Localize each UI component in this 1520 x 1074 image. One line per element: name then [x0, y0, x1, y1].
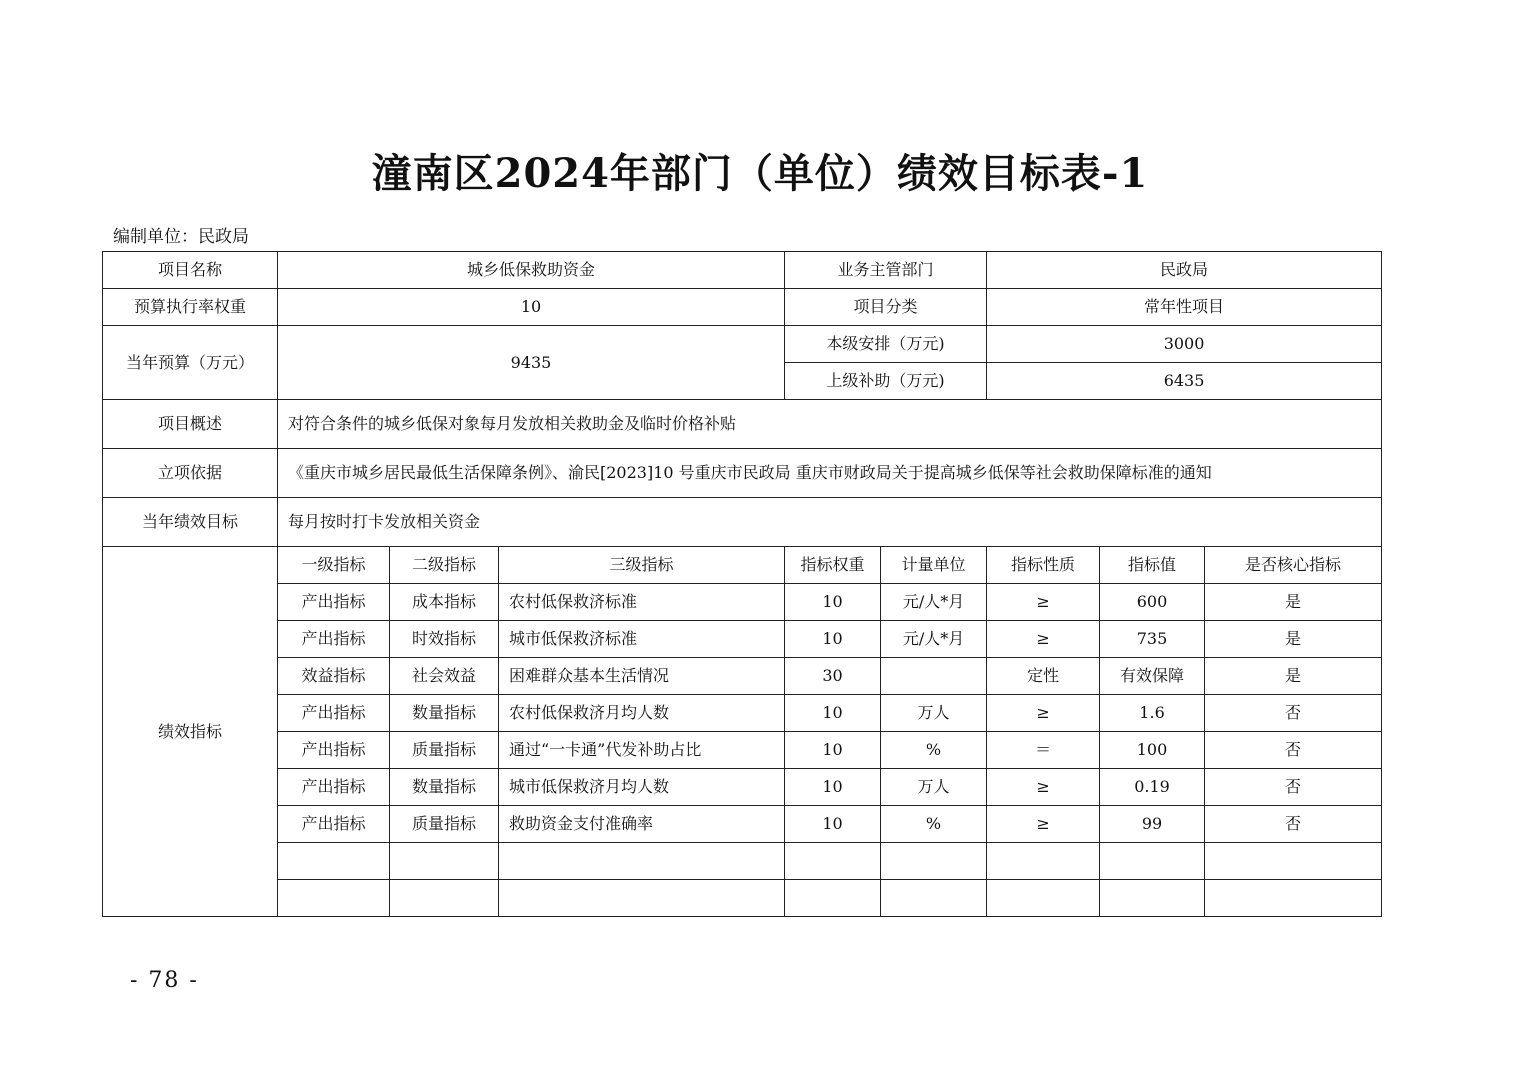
indicator-cell — [785, 880, 881, 917]
indicator-cell: 10 — [785, 806, 881, 843]
indicator-cell — [390, 880, 499, 917]
indicator-row — [103, 843, 1382, 880]
local-budget-label: 本级安排（万元) — [785, 326, 987, 363]
indicator-cell: 10 — [785, 732, 881, 769]
indicator-cell: % — [881, 806, 987, 843]
indicator-cell: 100 — [1100, 732, 1205, 769]
indicator-cell: 困难群众基本生活情况 — [499, 658, 785, 695]
indicator-cell: 时效指标 — [390, 621, 499, 658]
indicator-cell: 10 — [785, 621, 881, 658]
indicator-cell: 产出指标 — [278, 584, 390, 621]
indicator-header-cell: 是否核心指标 — [1205, 547, 1382, 584]
indicator-cell — [785, 843, 881, 880]
indicator-cell: 产出指标 — [278, 769, 390, 806]
indicator-cell: 是 — [1205, 584, 1382, 621]
indicator-header-cell: 二级指标 — [390, 547, 499, 584]
indicator-cell: ≥ — [987, 621, 1100, 658]
indicator-cell: 600 — [1100, 584, 1205, 621]
indicator-cell: 数量指标 — [390, 695, 499, 732]
indicator-cell — [1205, 843, 1382, 880]
indicator-cell: 定性 — [987, 658, 1100, 695]
indicator-row — [103, 769, 1382, 806]
indicator-header-cell: 指标值 — [1100, 547, 1205, 584]
indicator-cell: % — [881, 732, 987, 769]
indicator-cell: 否 — [1205, 732, 1382, 769]
indicator-header-cell: 指标权重 — [785, 547, 881, 584]
basis-value: 《重庆市城乡居民最低生活保障条例》、渝民[2023]10 号重庆市民政局 重庆市财政局关于提高城乡低保等社会救助保障标准的通知 — [278, 449, 1382, 498]
indicator-cell: 产出指标 — [278, 695, 390, 732]
indicator-cell — [390, 843, 499, 880]
overview-label: 项目概述 — [103, 400, 278, 449]
indicator-cell — [499, 880, 785, 917]
budget-label: 当年预算（万元） — [103, 326, 278, 400]
indicator-cell: 产出指标 — [278, 806, 390, 843]
indicator-cell: 否 — [1205, 695, 1382, 732]
indicator-header-cell: 三级指标 — [499, 547, 785, 584]
indicator-cell: 质量指标 — [390, 732, 499, 769]
indicator-cell: 99 — [1100, 806, 1205, 843]
budget-value: 9435 — [278, 326, 785, 400]
indicator-cell — [881, 880, 987, 917]
indicator-cell: 质量指标 — [390, 806, 499, 843]
indicator-cell: 社会效益 — [390, 658, 499, 695]
indicator-cell: 元/人*月 — [881, 621, 987, 658]
exec-rate-label: 预算执行率权重 — [103, 289, 278, 326]
indicator-row — [103, 658, 1382, 695]
upper-subsidy-value: 6435 — [987, 363, 1382, 400]
category-value: 常年性项目 — [987, 289, 1382, 326]
indicator-cell: ≥ — [987, 769, 1100, 806]
indicator-cell: 1.6 — [1100, 695, 1205, 732]
basis-label: 立项依据 — [103, 449, 278, 498]
indicator-cell: 产出指标 — [278, 732, 390, 769]
indicator-cell: ≥ — [987, 695, 1100, 732]
indicator-cell — [987, 843, 1100, 880]
indicator-cell: ≥ — [987, 584, 1100, 621]
indicator-cell: 是 — [1205, 658, 1382, 695]
dept-label: 业务主管部门 — [785, 252, 987, 289]
indicator-cell: 是 — [1205, 621, 1382, 658]
indicator-cell: 效益指标 — [278, 658, 390, 695]
indicator-cell: 通过“一卡通”代发补助占比 — [499, 732, 785, 769]
goal-label: 当年绩效目标 — [103, 498, 278, 547]
indicator-cell: 万人 — [881, 695, 987, 732]
performance-target-table — [102, 251, 1382, 917]
local-budget-value: 3000 — [987, 326, 1382, 363]
indicator-cell: 10 — [785, 695, 881, 732]
indicator-cell: 产出指标 — [278, 621, 390, 658]
goal-value: 每月按时打卡发放相关资金 — [278, 498, 1382, 547]
indicator-cell: 10 — [785, 584, 881, 621]
indicator-cell: 农村低保救济标准 — [499, 584, 785, 621]
indicator-row — [103, 806, 1382, 843]
indicator-cell: 否 — [1205, 806, 1382, 843]
indicator-cell: 30 — [785, 658, 881, 695]
project-name-value: 城乡低保救助资金 — [278, 252, 785, 289]
indicator-row — [103, 880, 1382, 917]
indicator-cell — [1205, 880, 1382, 917]
indicator-row — [103, 584, 1382, 621]
indicator-cell — [881, 658, 987, 695]
indicator-cell: ≥ — [987, 806, 1100, 843]
indicator-cell — [1100, 880, 1205, 917]
overview-value: 对符合条件的城乡低保对象每月发放相关救助金及临时价格补贴 — [278, 400, 1382, 449]
indicator-cell: 万人 — [881, 769, 987, 806]
indicator-cell: 有效保障 — [1100, 658, 1205, 695]
indicator-row — [103, 621, 1382, 658]
category-label: 项目分类 — [785, 289, 987, 326]
indicator-cell: 数量指标 — [390, 769, 499, 806]
indicator-cell: ＝ — [987, 732, 1100, 769]
indicator-header-cell: 指标性质 — [987, 547, 1100, 584]
indicators-label: 绩效指标 — [103, 547, 278, 917]
indicator-header-cell: 计量单位 — [881, 547, 987, 584]
indicator-header-cell: 一级指标 — [278, 547, 390, 584]
indicator-cell: 城市低保救济月均人数 — [499, 769, 785, 806]
indicator-cell: 元/人*月 — [881, 584, 987, 621]
indicator-cell: 735 — [1100, 621, 1205, 658]
indicator-cell — [881, 843, 987, 880]
indicator-cell: 农村低保救济月均人数 — [499, 695, 785, 732]
indicator-cell: 0.19 — [1100, 769, 1205, 806]
indicator-cell — [987, 880, 1100, 917]
page-title: 潼南区2024年部门（单位）绩效目标表-1 — [371, 150, 1149, 197]
page-number: - 78 - — [130, 968, 199, 993]
indicator-row — [103, 695, 1382, 732]
indicator-cell — [499, 843, 785, 880]
indicator-cell: 成本指标 — [390, 584, 499, 621]
exec-rate-value: 10 — [278, 289, 785, 326]
indicator-cell — [1100, 843, 1205, 880]
upper-subsidy-label: 上级补助（万元) — [785, 363, 987, 400]
compiling-unit: 编制单位：民政局 — [113, 227, 249, 247]
indicator-cell: 救助资金支付准确率 — [499, 806, 785, 843]
dept-value: 民政局 — [987, 252, 1382, 289]
indicator-cell — [278, 843, 390, 880]
indicator-cell: 城市低保救济标准 — [499, 621, 785, 658]
project-name-label: 项目名称 — [103, 252, 278, 289]
indicator-cell: 10 — [785, 769, 881, 806]
indicator-cell: 否 — [1205, 769, 1382, 806]
indicator-row — [103, 732, 1382, 769]
indicator-cell — [278, 880, 390, 917]
